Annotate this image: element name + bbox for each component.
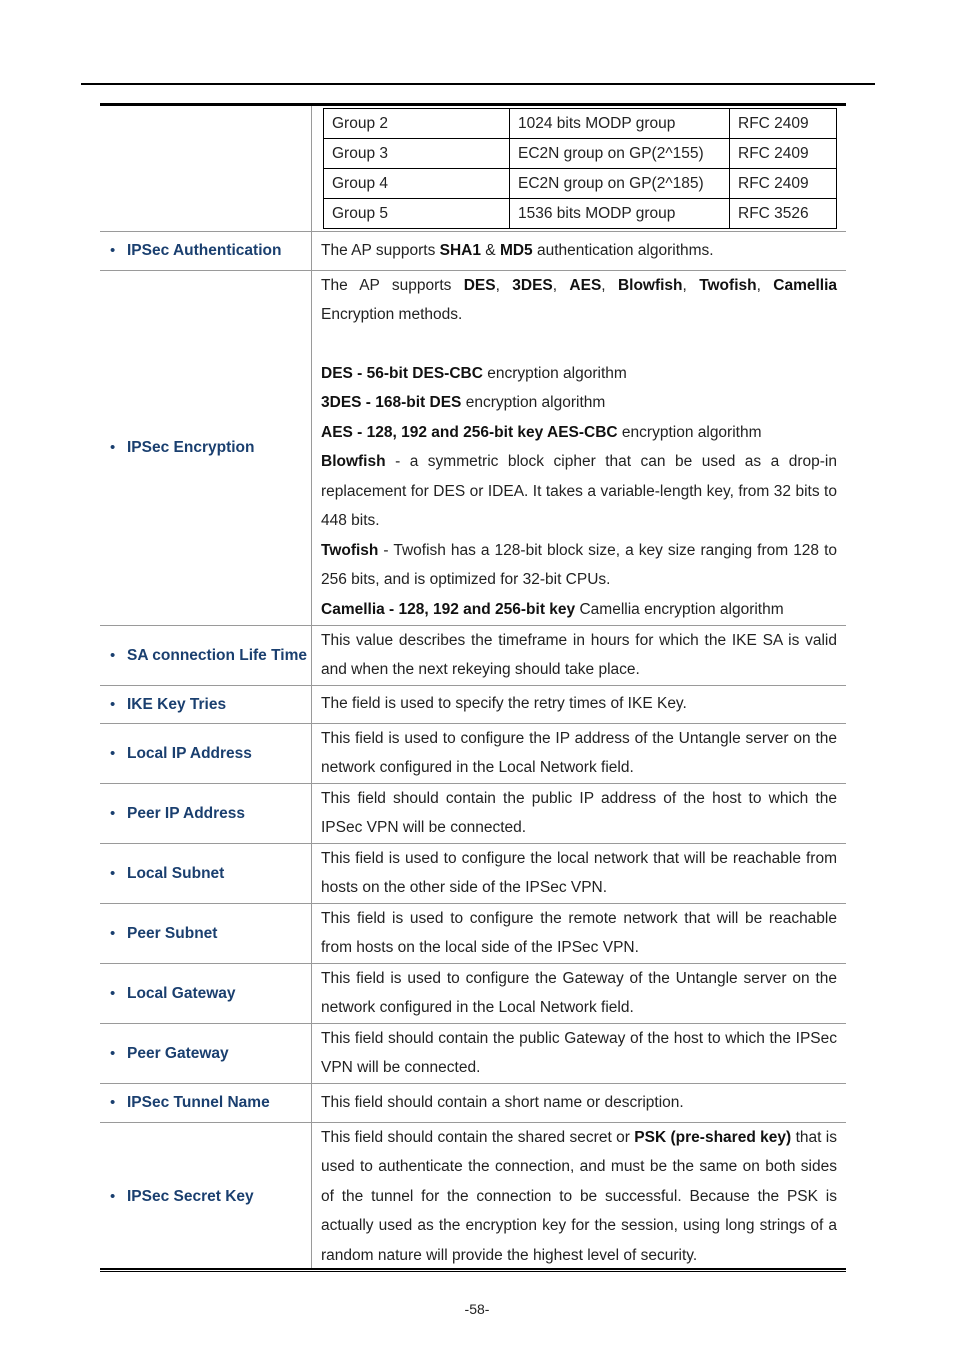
param-description: The AP supports SHA1 & MD5 authentication algorithms. [321, 241, 714, 259]
bullet-icon: • [110, 242, 116, 259]
table-row [100, 1083, 846, 1122]
param-label: IPSec Secret Key [127, 1187, 254, 1205]
table-bottom-rule [100, 1268, 846, 1272]
param-label: Local Subnet [127, 864, 225, 882]
param-label: IPSec Encryption [127, 439, 255, 456]
param-description: This value describes the timeframe in hours for which the IKE SA is valid and when the next rekeying should take place. [321, 631, 837, 678]
param-description: This field should contain the shared secret or PSK (pre-shared key) that is used to authenticate the connection, and must be the same on both sides of the tunnel for the connection to be successful. Because the PSK is actually used as the encryption key for the session, using long strings of a random nature will provide the highest level of security. [321, 1128, 837, 1264]
table-row [100, 843, 846, 903]
table-row [324, 199, 837, 229]
table-row [324, 139, 837, 169]
param-label: IPSec Authentication [127, 242, 282, 259]
table-row [100, 270, 846, 625]
page-number: -58- [464, 1301, 490, 1317]
param-description: This field should contain the public Gateway of the host to which the IPSec VPN will be connected. [321, 1029, 837, 1076]
param-label: IKE Key Tries [127, 695, 227, 713]
param-label: IPSec Tunnel Name [127, 1094, 270, 1111]
table-row [100, 231, 846, 270]
table-row [100, 625, 846, 685]
des-line: DES - 56-bit DES-CBC encryption algorithm [321, 364, 627, 382]
aes-line: AES - 128, 192 and 256-bit key AES-CBC encryption algorithm [321, 423, 762, 441]
group-desc: 1024 bits MODP group [510, 109, 730, 139]
group-name: Group 3 [324, 139, 510, 169]
table-row [100, 723, 846, 783]
encryption-intro: The AP supports DES, 3DES, AES, Blowfish, Twofish, Camellia Encryption methods. [321, 276, 838, 323]
bullet-icon: • [110, 646, 116, 664]
blowfish-line: Blowfish - a symmetric block cipher that can be used as a drop-in replacement for DES or IDEA. It takes a variable-length key, from 32 bits to 448 bits. [321, 453, 837, 529]
table-row [100, 1023, 846, 1083]
bullet-icon: • [110, 924, 116, 942]
table-row [324, 169, 837, 199]
header-rule [81, 83, 875, 85]
param-description: This field is used to configure the Gateway of the Untangle server on the network configured in the Local Network field. [321, 969, 837, 1016]
param-description: This field is used to configure the local network that will be reachable from hosts on the other side of the IPSec VPN. [321, 849, 837, 896]
bullet-icon: • [110, 1187, 116, 1205]
group-rfc: RFC 2409 [730, 169, 837, 199]
param-label: Peer Subnet [127, 924, 218, 942]
group-rfc: RFC 2409 [730, 139, 837, 169]
bullet-icon: • [110, 439, 116, 456]
bullet-icon: • [110, 1094, 116, 1111]
group-rfc: RFC 3526 [730, 199, 837, 229]
3des-line: 3DES - 168-bit DES encryption algorithm [321, 394, 606, 411]
table-row [100, 783, 846, 843]
group-name: Group 2 [324, 109, 510, 139]
dh-groups-table [323, 108, 837, 229]
param-label: Local Gateway [127, 984, 236, 1002]
table-row [100, 685, 846, 723]
param-label: SA connection Life Time [127, 646, 307, 664]
param-description: The field is used to specify the retry times of IKE Key. [321, 695, 687, 713]
bullet-icon: • [110, 864, 116, 882]
twofish-line: Twofish - Twofish has a 128-bit block size, a key size ranging from 128 to 256 bits, and is optimized for 32-bit CPUs. [321, 541, 837, 588]
group-desc: EC2N group on GP(2^185) [510, 169, 730, 199]
bullet-icon: • [110, 744, 116, 762]
param-description: This field is used to configure the IP address of the Untangle server on the network configured in the Local Network field. [321, 729, 837, 776]
param-label: Peer Gateway [127, 1044, 229, 1062]
param-description: This field is used to configure the remote network that will be reachable from hosts on the local side of the IPSec VPN. [321, 909, 837, 956]
param-label: Local IP Address [127, 744, 252, 762]
group-name: Group 4 [324, 169, 510, 199]
param-label: Peer IP Address [127, 804, 246, 822]
bullet-icon: • [110, 984, 116, 1002]
param-description: This field should contain the public IP address of the host to which the IPSec VPN will be connected. [321, 789, 837, 836]
group-desc: EC2N group on GP(2^155) [510, 139, 730, 169]
table-row [100, 1122, 846, 1270]
group-name: Group 5 [324, 199, 510, 229]
bullet-icon: • [110, 804, 116, 822]
bullet-icon: • [110, 695, 116, 713]
table-row [100, 106, 846, 231]
parameter-table [100, 106, 846, 1270]
group-desc: 1536 bits MODP group [510, 199, 730, 229]
table-row [324, 109, 837, 139]
bullet-icon: • [110, 1044, 116, 1062]
param-description: This field should contain a short name or description. [321, 1093, 684, 1111]
group-rfc: RFC 2409 [730, 109, 837, 139]
table-row [100, 903, 846, 963]
table-row [100, 963, 846, 1023]
camellia-line: Camellia - 128, 192 and 256-bit key Camellia encryption algorithm [321, 600, 784, 618]
